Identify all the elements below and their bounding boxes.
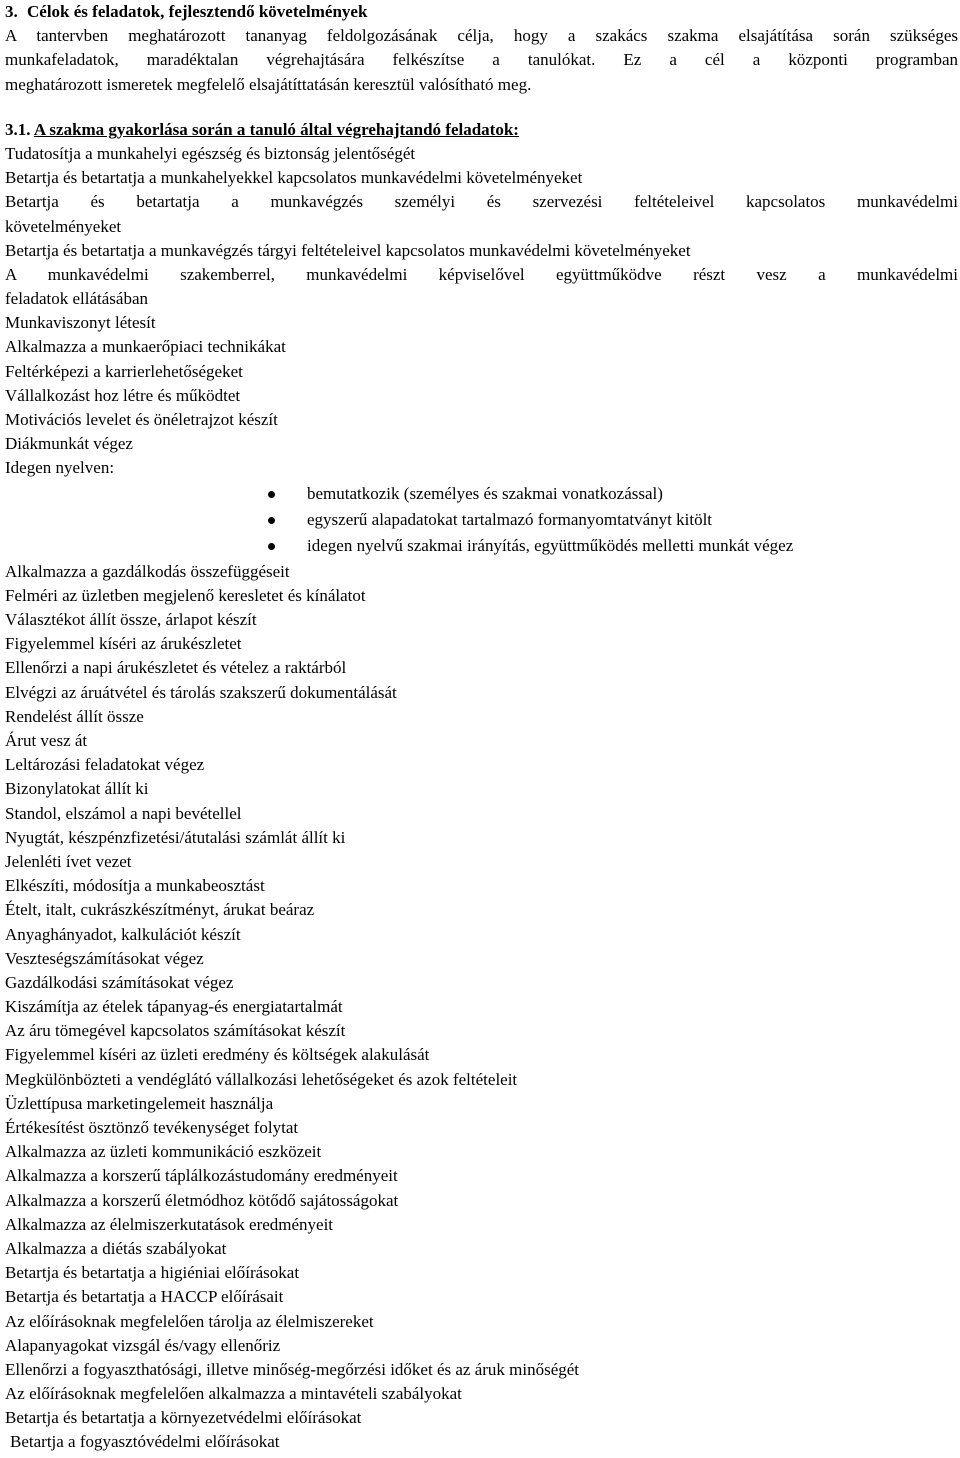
intro-line: meghatározott ismeretek megfelelő elsajátíttatásán keresztül valósítható meg. <box>5 74 532 94</box>
task-line: A munkavédelmi szakemberrel, munkavédelmi képviselővel együttműködve részt vesz a munkavédelmi <box>5 264 958 284</box>
task-line: Alkalmazza a gazdálkodás összefüggéseit <box>5 561 290 581</box>
section-title: Célok és feladatok, fejlesztendő követelmények <box>27 2 368 21</box>
spacer <box>5 97 958 118</box>
task-line: Alkalmazza a korszerű életmódhoz kötődő sajátosságokat <box>5 1190 399 1210</box>
task-line: Alapanyagokat vizsgál és/vagy ellenőriz <box>5 1335 281 1355</box>
task-line: Tudatosítja a munkahelyi egészség és biztonság jelentőségét <box>5 143 416 163</box>
subsection-number: 3.1. <box>5 119 31 139</box>
task-line: Betartja és betartatja a munkahelyekkel kapcsolatos munkavédelmi követelményeket <box>5 168 583 188</box>
task-line: Üzlettípusa marketingelemeit használja <box>5 1093 274 1113</box>
task-line: Ételt, italt, cukrászkészítményt, árukat beáraz <box>5 900 315 920</box>
section-number: 3. <box>5 2 18 21</box>
task-line: Betartja és betartatja a környezetvédelmi előírásokat <box>5 1408 362 1428</box>
task-line: Választékot állít össze, árlapot készít <box>5 610 257 630</box>
intro-line: A tantervben meghatározott tananyag feldolgozásának célja, hogy a szakács szakma elsajátítása során szükséges <box>5 26 958 46</box>
task-line: követelményeket <box>5 216 122 236</box>
task-line: Standol, elszámol a napi bevétellel <box>5 803 242 823</box>
task-line: Leltározási feladatokat végez <box>5 755 205 775</box>
task-line: Nyugtát, készpénzfizetési/átutalási számlát állít ki <box>5 827 346 847</box>
bullet-item <box>5 533 958 559</box>
task-line: Felméri az üzletben megjelenő keresletet és kínálatot <box>5 585 366 605</box>
task-list-before-bullets <box>5 142 958 481</box>
bullet-text: egyszerű alapadatokat tartalmazó formanyomtatványt kitölt <box>307 509 713 529</box>
task-line: Betartja és betartatja a munkavégzés személyi és szervezési feltételeivel kapcsolatos munkavédelmi <box>5 192 958 212</box>
subsection-title: A szakma gyakorlása során a tanuló által végrehajtandó feladatok: <box>33 119 519 139</box>
subsection-heading <box>5 118 958 142</box>
task-line: Vállalkozást hoz létre és működtet <box>5 385 241 405</box>
task-line: Értékesítést ösztönző tevékenységet folytat <box>5 1118 299 1138</box>
task-line: Alkalmazza a munkaerőpiaci technikákat <box>5 337 286 357</box>
bullet-item <box>5 481 958 507</box>
task-line: Elkészíti, módosítja a munkabeosztást <box>5 876 265 896</box>
task-line: Alkalmazza a diétás szabályokat <box>5 1238 227 1258</box>
task-line: feladatok ellátásában <box>5 289 149 309</box>
bullet-icon <box>268 491 275 498</box>
task-list-after-bullets <box>5 560 958 1431</box>
task-line: Alkalmazza a korszerű táplálkozástudomány eredményeit <box>5 1166 398 1186</box>
task-line: Munkaviszonyt létesít <box>5 313 156 333</box>
bullet-icon <box>268 543 275 550</box>
task-line: Árut vesz át <box>5 731 88 751</box>
task-line: Feltérképezi a karrierlehetőségeket <box>5 361 243 381</box>
task-line: Az áru tömegével kapcsolatos számításokat készít <box>5 1021 346 1041</box>
task-line: Megkülönbözteti a vendéglátó vállalkozási lehetőségeket és azok feltételeit <box>5 1069 518 1089</box>
task-line: Az előírásoknak megfelelően alkalmazza a mintavételi szabályokat <box>5 1384 462 1404</box>
task-line: Betartja és betartatja a HACCP előírásait <box>5 1287 284 1307</box>
task-line: Rendelést állít össze <box>5 706 144 726</box>
task-line: Az előírásoknak megfelelően tárolja az élelmiszereket <box>5 1311 374 1331</box>
section-heading <box>5 0 958 24</box>
task-line: Bizonylatokat állít ki <box>5 779 149 799</box>
task-line: Alkalmazza az élelmiszerkutatások eredményeit <box>5 1214 334 1234</box>
bullet-icon <box>268 517 275 524</box>
bullet-text: bemutatkozik (személyes és szakmai vonatkozással) <box>307 483 663 503</box>
bullet-item <box>5 507 958 533</box>
task-line: Anyaghányadot, kalkulációt készít <box>5 924 241 944</box>
task-line: Betartja és betartatja a munkavégzés tárgyi feltételeivel kapcsolatos munkavédelmi követelményeket <box>5 240 691 260</box>
document-page <box>5 0 958 1455</box>
bullet-list <box>5 481 958 560</box>
task-line: Figyelemmel kíséri az üzleti eredmény és költségek alakulását <box>5 1045 430 1065</box>
task-line: Figyelemmel kíséri az árukészletet <box>5 634 242 654</box>
task-line: Gazdálkodási számításokat végez <box>5 972 234 992</box>
task-line: Kiszámítja az ételek tápanyag-és energiatartalmát <box>5 997 343 1017</box>
task-line: Elvégzi az áruátvétel és tárolás szakszerű dokumentálását <box>5 682 397 702</box>
task-line: Motivációs levelet és önéletrajzot készít <box>5 410 278 429</box>
task-line: Diákmunkát végez <box>5 434 133 454</box>
final-task-line: Betartja a fogyasztóvédelmi előírásokat <box>10 1432 280 1452</box>
task-line: Idegen nyelven: <box>5 458 115 478</box>
intro-line: munkafeladatok, maradéktalan végrehajtására felkészítse a tanulókat. Ez a cél a központi programban <box>5 50 958 70</box>
bullet-text: idegen nyelvű szakmai irányítás, együttműködés melletti munkát végez <box>307 536 794 556</box>
task-line: Alkalmazza az üzleti kommunikáció eszközeit <box>5 1142 322 1162</box>
task-line: Ellenőrzi a fogyaszthatósági, illetve minőség-megőrzési időket és az áruk minőségét <box>5 1359 580 1379</box>
task-line: Ellenőrzi a napi árukészletet és vételez a raktárból <box>5 658 347 678</box>
section-intro <box>5 24 958 97</box>
task-line: Veszteségszámításokat végez <box>5 948 204 968</box>
task-line: Betartja és betartatja a higiéniai előírásokat <box>5 1263 300 1283</box>
task-line: Jelenléti ívet vezet <box>5 851 132 871</box>
